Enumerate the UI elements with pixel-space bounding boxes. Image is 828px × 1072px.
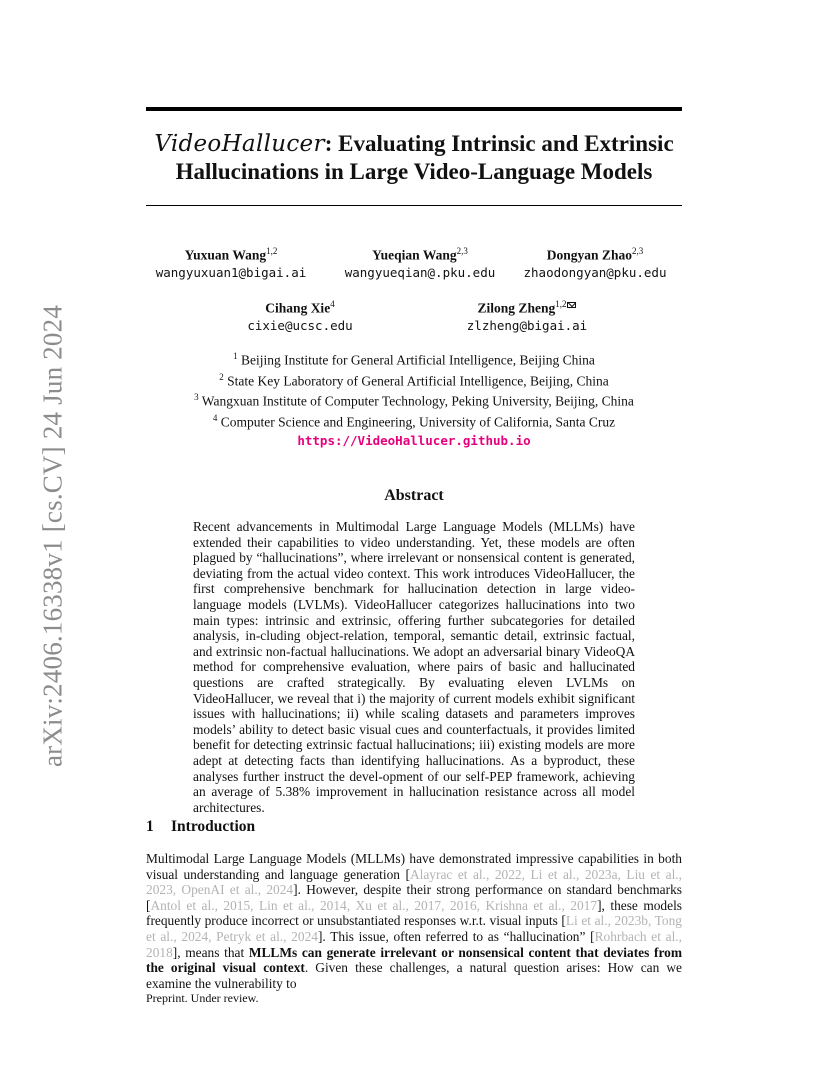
author-affil-sup: 1,2 <box>266 246 278 256</box>
abstract-heading: Abstract <box>384 487 444 504</box>
author-block <box>330 243 510 281</box>
author-affil-sup: 2,3 <box>456 246 468 256</box>
author-block <box>442 296 612 334</box>
footer-note: Preprint. Under review. <box>146 991 259 1005</box>
title-line2: Hallucinations in Large Video-Language Models <box>175 159 653 184</box>
title-line1-rest: : Evaluating Intrinsic and Extrinsic <box>324 131 674 156</box>
citation-link[interactable]: Antol et al., 2015, Lin et al., 2014, Xu et al., 2017, 2016, Krishna et al., 2017 <box>150 897 598 913</box>
section-heading <box>146 818 255 836</box>
author-affil-sup: 2,3 <box>631 246 644 256</box>
affiliation-line: $^3$ Wangxuan Institute of Computer Technology, Peking University, Beijing, China <box>194 392 634 409</box>
arxiv-stamp: arXiv:2406.16338v1 [cs.CV] 24 Jun 2024 <box>37 304 68 768</box>
affiliation-line: $^1$ Beijing Institute for General Artificial Intelligence, Beijing China <box>233 351 595 368</box>
title-system-name: VideoHallucer <box>154 131 325 157</box>
author-email[interactable]: zhaodongyan@pku.edu <box>523 264 667 280</box>
abstract-text: Recent advancements in Multimodal Large Language Models (MLLMs) have extended their capabilities to video understanding. Yet, these models are often plagued by “hallucinations”, where irrelevant or nonsensical content is generated, deviating from the actual video context. This work introduces VideoHallucer, the first comprehensive benchmark for hallucination detection in large video-language models (LVLMs). VideoHallucer categorizes hallucinations into two main types: intrinsic and extrinsic, offering further subcategories for detailed analysis, in-cluding object-relation, temporal, semantic detail, extrinsic factual, and extrinsic non-factual hallucinations. We adopt an adversarial binary VideoQA method for comprehensive evaluation, where pairs of basic and hallucinated questions are crafted strategically. By evaluating eleven LVLMs on VideoHallucer, we reveal that i) the majority of current models exhibit significant issues with hallucinations; ii) while scaling datasets and parameters improves models’ ability to detect basic visual cues and counterfactuals, it provides limited benefit for detecting extrinsic factual hallucinations; iii) existing models are more adept at detecting facts than identifying hallucinations. As a byproduct, these analyses further instruct the devel-opment of our self-PEP framework, achieving an average of 5.38% improvement in hallucination resistance across all model architectures. <box>193 519 635 815</box>
author-name: Yueqian Wang <box>372 247 457 263</box>
author-email[interactable]: wangyueqian@.pku.edu <box>344 264 496 280</box>
title-bottom-rule <box>146 205 682 206</box>
author-affil-sup: 1,2 <box>555 299 567 309</box>
title-top-rule <box>146 107 682 111</box>
author-email[interactable]: cixie@ucsc.edu <box>247 317 353 333</box>
author-affil-sup: 4 <box>330 299 335 309</box>
author-name: Cihang Xie <box>265 300 331 316</box>
affiliation-line: $^4$ Computer Science and Engineering, University of California, Santa Cruz <box>212 412 616 429</box>
emphasis-text: MLLMs can generate irrelevant or nonsensical content that deviates from the original visual context <box>146 944 683 976</box>
citation-link[interactable]: Rohrbach et al., 2018 <box>146 928 682 960</box>
author-name: Dongyan Zhao <box>546 247 632 263</box>
author-name: Zilong Zheng <box>477 300 556 316</box>
section-title: Introduction <box>171 818 256 835</box>
author-name: Yuxuan Wang <box>184 247 267 263</box>
affiliations <box>146 348 682 430</box>
envelope-icon <box>567 302 576 308</box>
author-email[interactable]: zlzheng@bigai.ai <box>466 317 588 333</box>
section-number: 1 <box>146 818 154 835</box>
citation-link[interactable]: Alayrac et al., 2022, Li et al., 2023a, Liu et al., 2023, OpenAI et al., 2024 <box>146 866 682 898</box>
project-url-link[interactable]: https://VideoHallucer.github.io <box>297 433 531 448</box>
author-block <box>512 243 678 281</box>
citation-link[interactable]: Li et al., 2023b, Tong et al., 2024, Petryk et al., 2024 <box>146 913 682 944</box>
paper-title <box>146 130 682 186</box>
affiliation-line: $^2$ State Key Laboratory of General Artificial Intelligence, Beijing, China <box>219 371 609 388</box>
author-email[interactable]: wangyuxuan1@bigai.ai <box>155 264 307 280</box>
author-block <box>220 296 380 334</box>
author-block <box>146 243 316 281</box>
intro-paragraph: Multimodal Large Language Models (MLLMs) have demonstrated impressive capabilities in both visual understanding and language generation [Alayrac et al., 2022, Li et al., 2023a, Liu et al., 2023, OpenAI et al., 2024]. However, despite their strong performance on standard benchmarks [Antol et al., 2015, Lin et al., 2014, Xu et al., 2017, 2016, Krishna et al., 2017], these models frequently produce incorrect or unsubstantiated responses w.r.t. visual inputs [Li et al., 2023b, Tong et al., 2024, Petryk et al., 2024]. This issue, often referred to as “hallucination” [Rohrbach et al., 2018], means that MLLMs can generate irrelevant or nonsensical content that deviates from the original visual context. Given these challenges, a natural question arises: How can we examine the vulnerability to <box>146 851 683 991</box>
